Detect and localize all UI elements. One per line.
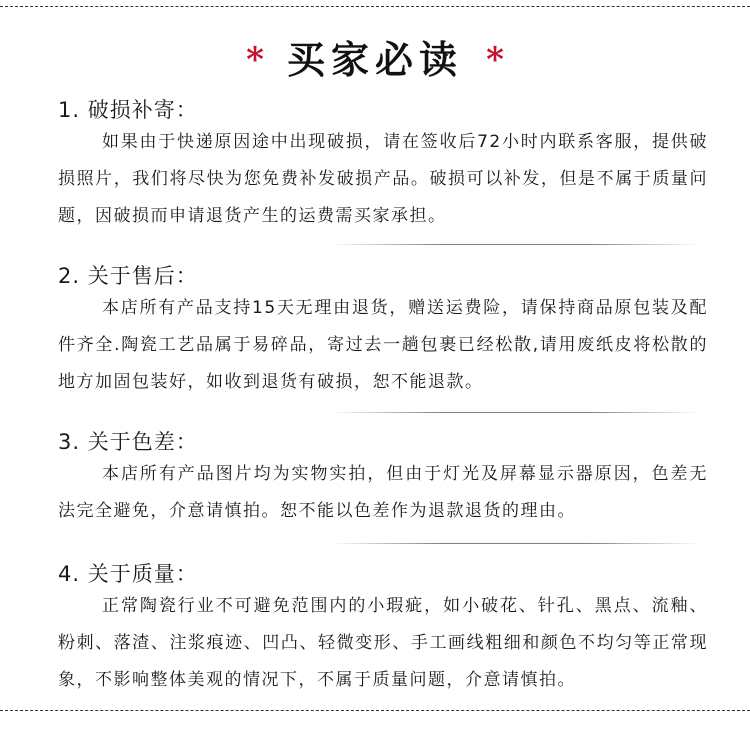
page-title: 买家必读 — [286, 37, 463, 82]
section-heading: 1. 破损补寄： — [58, 98, 198, 122]
section-color-difference — [58, 428, 708, 530]
section-heading: 3. 关于色差： — [58, 430, 198, 454]
section-body: 本店所有产品图片均为实物实拍，但由于灯光及屏幕显示器原因，色差无法完全避免，介意请慎拍。恕不能以色差作为退款退货的理由。 — [58, 464, 708, 521]
red-star-icon-right: * — [486, 40, 504, 80]
page-title-row — [0, 30, 750, 90]
section-body: 正常陶瓷行业不可避免范围内的小瑕疵，如小破花、针孔、黑点、流釉、粉刺、落渣、注浆痕迹、凹凸、轻微变形、手工画线粗细和颜色不均匀等正常现象，不影响整体美观的情况下，不属于质量问题，介意请慎拍。 — [58, 596, 708, 690]
bottom-dashed-border — [0, 710, 750, 711]
section-heading: 4. 关于质量： — [58, 562, 198, 586]
section-quality — [58, 560, 708, 699]
section-divider — [330, 412, 700, 413]
section-body: 如果由于快递原因途中出现破损，请在签收后72小时内联系客服，提供破损照片，我们将尽快为您免费补发破损产品。破损可以补发，但是不属于质量问题，因破损而申请退货产生的运费需买家承担。 — [58, 132, 708, 226]
section-divider — [330, 543, 700, 544]
section-body: 本店所有产品支持15天无理由退货，赠送运费险，请保持商品原包装及配件齐全.陶瓷工艺品属于易碎品，寄过去一趟包裹已经松散,请用废纸皮将松散的地方加固包装好，如收到退货有破损，恕不能退款。 — [58, 298, 708, 392]
section-after-sales — [58, 262, 708, 401]
section-divider — [330, 244, 700, 245]
section-heading: 2. 关于售后： — [58, 264, 198, 288]
top-dashed-border — [0, 6, 750, 7]
red-star-icon-left: * — [246, 40, 264, 80]
section-breakage — [58, 96, 708, 235]
